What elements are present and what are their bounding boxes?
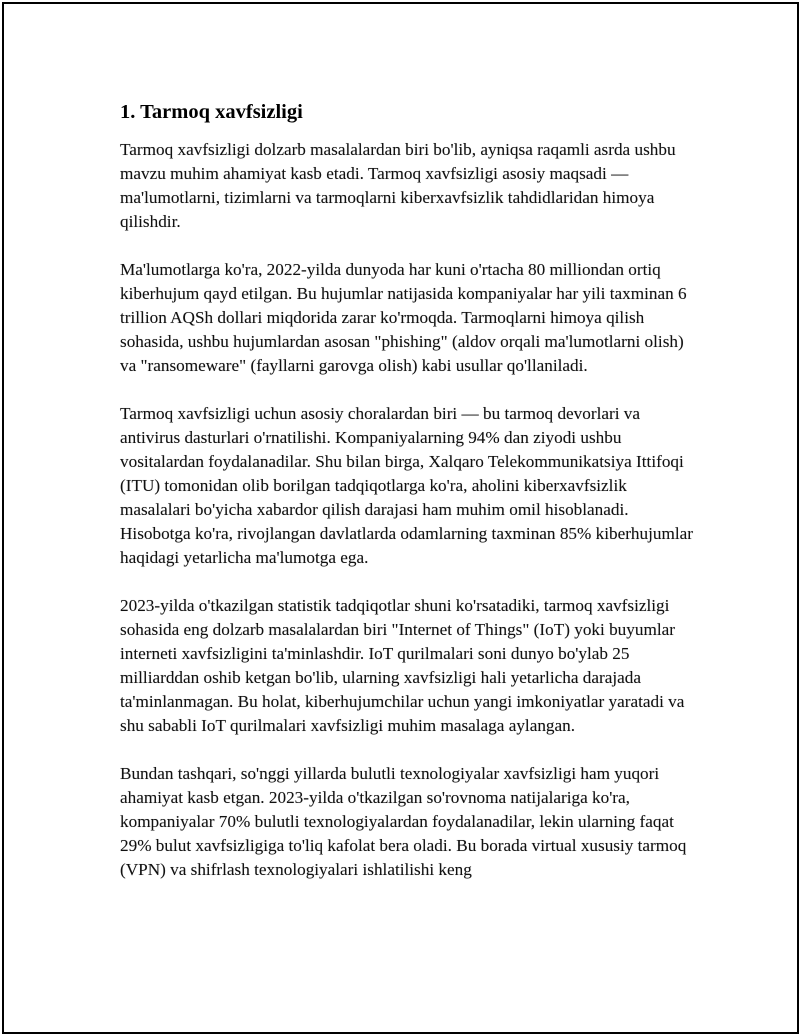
- paragraph-cloud-security: Bundan tashqari, so'nggi yillarda bulutli texnologiyalar xavfsizligi ham yuqori ahamiyat kasb etgan. 2023-yilda o'tkazilgan so'rovnoma natijalariga ko'ra, kompaniyalar 70% bulutli texnologiyalardan foydalanadilar, lekin ularning faqat 29% bulut xavfsizligiga to'liq kafolat bera oladi. Bu borada virtual xususiy tarmoq (VPN) va shifrlash texnologiyalari ishlatilishi keng: [120, 764, 687, 879]
- paragraph-iot-security: 2023-yilda o'tkazilgan statistik tadqiqotlar shuni ko'rsatadiki, tarmoq xavfsizligi sohasida eng dolzarb masalalardan biri "Internet of Things" (IoT) yoki buyumlar interneti xavfsizligini ta'minlashdir. IoT qurilmalari soni dunyo bo'ylab 25 milliarddan oshib ketgan bo'lib, ularning xavfsizligi hali yetarlicha darajada ta'minlanmagan. Bu holat, kiberhujumchilar uchun yangi imkoniyatlar yaratadi va shu sababli IoT qurilmalari xavfsizligi muhim masalaga aylangan.: [120, 596, 685, 735]
- paragraph-protection-measures: Tarmoq xavfsizligi uchun asosiy choralardan biri — bu tarmoq devorlari va antivirus dasturlari o'rnatilishi. Kompaniyalarning 94% dan ziyodi ushbu vositalardan foydalanadilar. Shu bilan birga, Xalqaro Telekommunikatsiya Ittifoqi (ITU) tomonidan olib borilgan tadqiqotlarga ko'ra, aholini kiberxavfsizlik masalalari bo'yicha xabardor qilish darajasi ham muhim omil hisoblanadi. Hisobotga ko'ra, rivojlangan davlatlarda odamlarning taxminan 85% kiberhujumlar haqidagi yetarlicha ma'lumotga ega.: [120, 404, 693, 567]
- section-heading: 1. Tarmoq xavfsizligi: [120, 101, 303, 123]
- document-body: [120, 100, 695, 906]
- paragraph-intro: Tarmoq xavfsizligi dolzarb masalalardan biri bo'lib, ayniqsa raqamli asrda ushbu mavzu muhim ahamiyat kasb etadi. Tarmoq xavfsizligi asosiy maqsadi — ma'lumotlarni, tizimlarni va tarmoqlarni kiberxavfsizlik tahdidlaridan himoya qilishdir.: [120, 140, 676, 231]
- page-frame: [2, 2, 799, 1034]
- paragraph-statistics-2022: Ma'lumotlarga ko'ra, 2022-yilda dunyoda har kuni o'rtacha 80 milliondan ortiq kiberhujum qayd etilgan. Bu hujumlar natijasida kompaniyalar har yili taxminan 6 trillion AQSh dollari miqdorida zarar ko'rmoqda. Tarmoqlarni himoya qilish sohasida, ushbu hujumlardan asosan "phishing" (aldov orqali ma'lumotlarni olish) va "ransomeware" (fayllarni garovga olish) kabi usullar qo'llaniladi.: [120, 260, 687, 375]
